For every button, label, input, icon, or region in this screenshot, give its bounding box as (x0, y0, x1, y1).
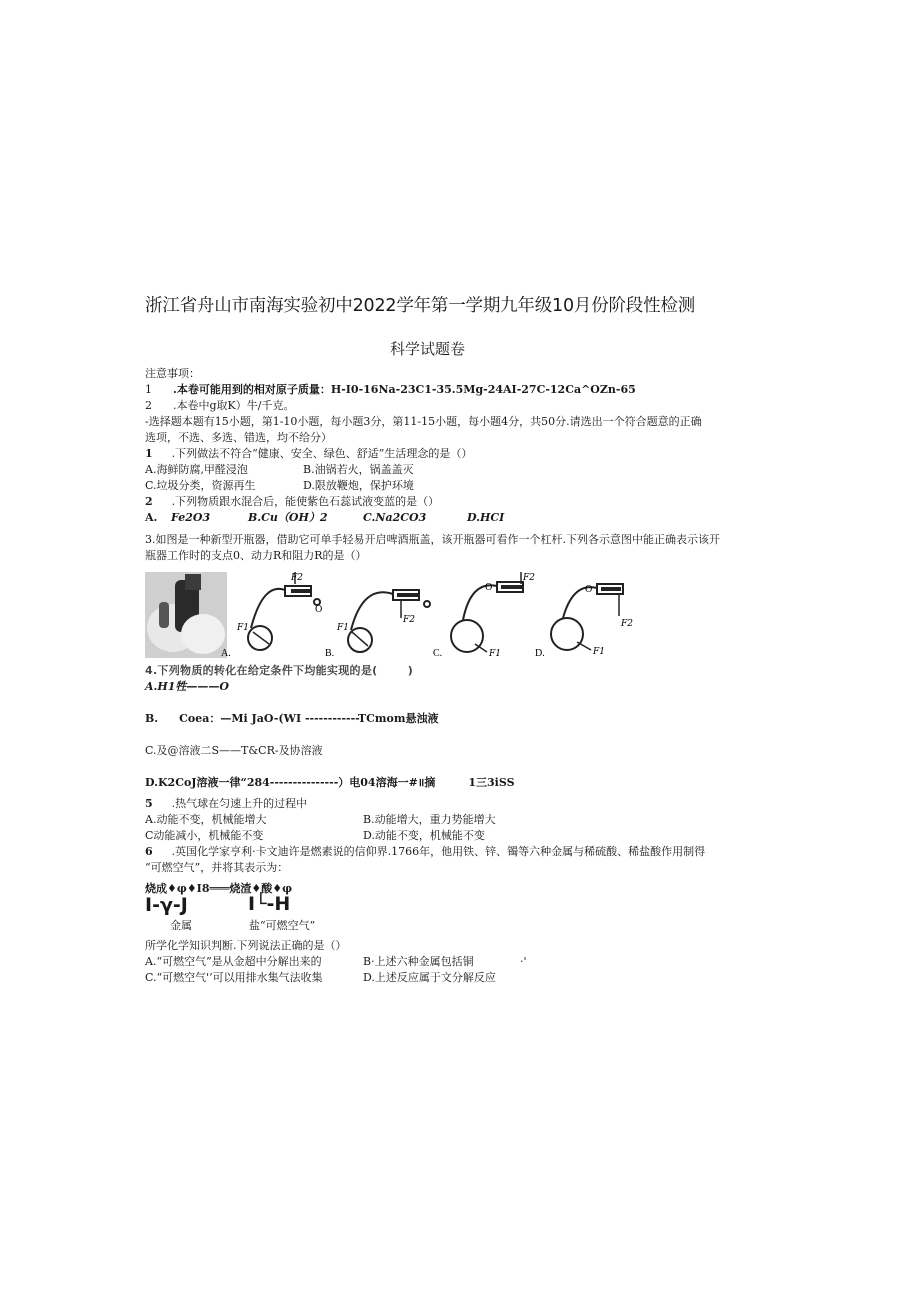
q6-label-metal: 金属 (170, 919, 192, 932)
lever-diagram-a (248, 572, 323, 650)
q2-option-c: C.Na2CO3 (363, 511, 427, 524)
page-title: 浙江省舟山市南海实验初中2022学年第一学期九年级10月份阶段性检测 (145, 296, 696, 316)
fig-c-f1: F1 (489, 649, 501, 659)
q4-option-d: D.K2CoJ溶液一律“284---------------）电04溶海一#॥摘 (145, 776, 436, 789)
q2-options (145, 511, 515, 525)
q4-option-d-tail: 1三3iSS (468, 776, 515, 789)
note-1 (145, 383, 636, 397)
q6-options-row1 (145, 955, 545, 969)
q6-bracket-mark-2: I└-H (248, 893, 291, 915)
q3-figure (145, 572, 635, 660)
q2-number: 2 (145, 495, 153, 508)
q6-stem-line2: “可燃空气”，并将其表示为： (145, 861, 289, 874)
q1-stem (145, 447, 472, 461)
q4-option-d-row (145, 776, 515, 790)
q2-option-b: B.Cu（OH）2 (248, 511, 328, 524)
q6-options-row2 (145, 971, 496, 985)
fig-a-f2: F2 (291, 573, 303, 583)
q6-judge-line: 所学化学知识判断.下列说法正确的是（） (145, 939, 347, 952)
q5-stem-text: .热气球在匀速上升的过程中 (171, 797, 308, 810)
q4-option-c: C.及@溶液二S——T&CR-及协溶液 (145, 744, 323, 757)
q5-options-row1 (145, 813, 496, 827)
fig-c-f2: F2 (523, 573, 535, 583)
fig-label-b: B. (325, 648, 335, 659)
q2-option-d: D.HCI (467, 511, 505, 524)
q4-stem-text: 4.下列物质的转化在给定条件下均能实现的是( (145, 664, 378, 677)
q6-option-b-mark: ·' (520, 955, 527, 968)
q5-options-row2 (145, 829, 485, 843)
q2-option-a-label: A. (145, 511, 158, 524)
fig-a-o: O (315, 605, 323, 615)
q4-stem-paren: ) (407, 664, 414, 677)
note-2-text: .本卷中g取K）牛/千克。 (173, 399, 295, 412)
fig-c-o: O (485, 583, 493, 593)
q2-option-a: Fe2O3 (171, 511, 211, 524)
q6-option-a: A.“可燃空气”是从金超中分解出来的 (145, 955, 322, 968)
q1-option-c: C.垃圾分类，资源再生 (145, 479, 256, 492)
q5-option-a: A.动能不变，机械能增大 (145, 813, 267, 826)
q6-stem-line1 (145, 845, 705, 859)
q5-stem (145, 797, 307, 811)
section-instructions-line2: 选项，不选、多选、错选，均不给分） (145, 431, 332, 444)
q2-stem (145, 495, 439, 509)
note-1-number: 1 (145, 383, 152, 396)
fig-d-f1: F1 (593, 647, 605, 657)
q5-number: 5 (145, 797, 153, 810)
q1-option-a: A.海鲜防腐,甲醛浸泡 (145, 463, 248, 476)
fig-b-f1: F1 (337, 623, 349, 633)
q6-equation: 烧成♦φ♦I8═══烧渣♦酸♦φ (145, 882, 293, 895)
q6-option-d: D.上述反应属于文分解反应 (363, 971, 496, 984)
q4-option-b: Coea：—Mi JaO-(WI ------------TCmom悬浊液 (179, 712, 439, 725)
q5-option-d: D.动能不变，机械能不变 (363, 829, 485, 842)
q6-bracket-mark-1: I-γ-J (145, 894, 188, 916)
note-2-number: 2 (145, 399, 152, 412)
q6-stem-text: .英国化学家亨利·卡文迪许是燃素说的信仰界.1766年，他用铁、锌、镯等六种金属与稀硫酸、稀盐酸作用制得 (171, 845, 706, 858)
q6-number: 6 (145, 845, 153, 858)
q1-option-b: B.油锅若火，锅盖盖灭 (303, 463, 414, 476)
page-subtitle: 科学试题卷 (390, 340, 466, 358)
fig-a-f1: F1 (237, 623, 249, 633)
q1-options-row1 (145, 463, 414, 477)
q4-option-a: A.H1牲———O (145, 680, 229, 693)
q4-option-b-label: B. (145, 712, 159, 725)
q4-stem (145, 664, 413, 678)
q6-option-b: B·上述六种金属包括铜 (363, 955, 474, 968)
q1-options-row2 (145, 479, 414, 493)
note-2 (145, 399, 294, 413)
q6-label-salt: 盐“可燃空气” (249, 919, 316, 932)
fig-label-d: D. (535, 648, 545, 659)
q5-option-b: B.动能增大，重力势能增大 (363, 813, 496, 826)
fig-d-o: O (585, 585, 593, 595)
q3-stem-line1: 3.如图是一种新型开瓶器，借助它可单手轻易开启啤酒瓶盖，该开瓶器可看作一个杠杆.下列各示意图中能正确表示该开 (145, 533, 720, 546)
q1-number: 1 (145, 447, 153, 460)
fig-label-a: A. (221, 648, 231, 659)
q3-stem-line2: 瓶器工作时的支点0、动力R和阻力R的是（） (145, 549, 367, 562)
bottle-opener-photo (145, 572, 227, 658)
section-instructions-line1: -选择题本题有15小题，第1-10小题，每小题3分，第11-15小题，每小题4分，共50分.请选出一个符合题意的正确 (145, 415, 702, 428)
notes-heading: 注意事项： (145, 367, 200, 380)
fig-d-f2: F2 (621, 619, 633, 629)
q5-option-c: C动能减小，机械能不变 (145, 829, 264, 842)
q2-stem-text: .下列物质跟水混合后，能使紫色石蕊试液变蓝的是（） (171, 495, 440, 508)
q1-stem-text: .下列做法不符合“健康、安全、绿色、舒适”生活理念的是（） (171, 447, 473, 460)
q1-option-d: D.限放鞭炮，保护环境 (303, 479, 414, 492)
lever-diagram-b (348, 590, 430, 652)
q3-figure-svg (145, 572, 635, 660)
q6-option-c: C.“可燃空气'’可以用排水集气法收集 (145, 971, 323, 984)
q4-option-b-row (145, 712, 438, 726)
fig-label-c: C. (433, 648, 443, 659)
fig-b-f2: F2 (403, 615, 415, 625)
note-1-text: .本卷可能用到的相对原子质量：H-I0-16Na-23C1-35.5Mg-24AI-27C-12Ca^OZn-65 (173, 383, 636, 396)
